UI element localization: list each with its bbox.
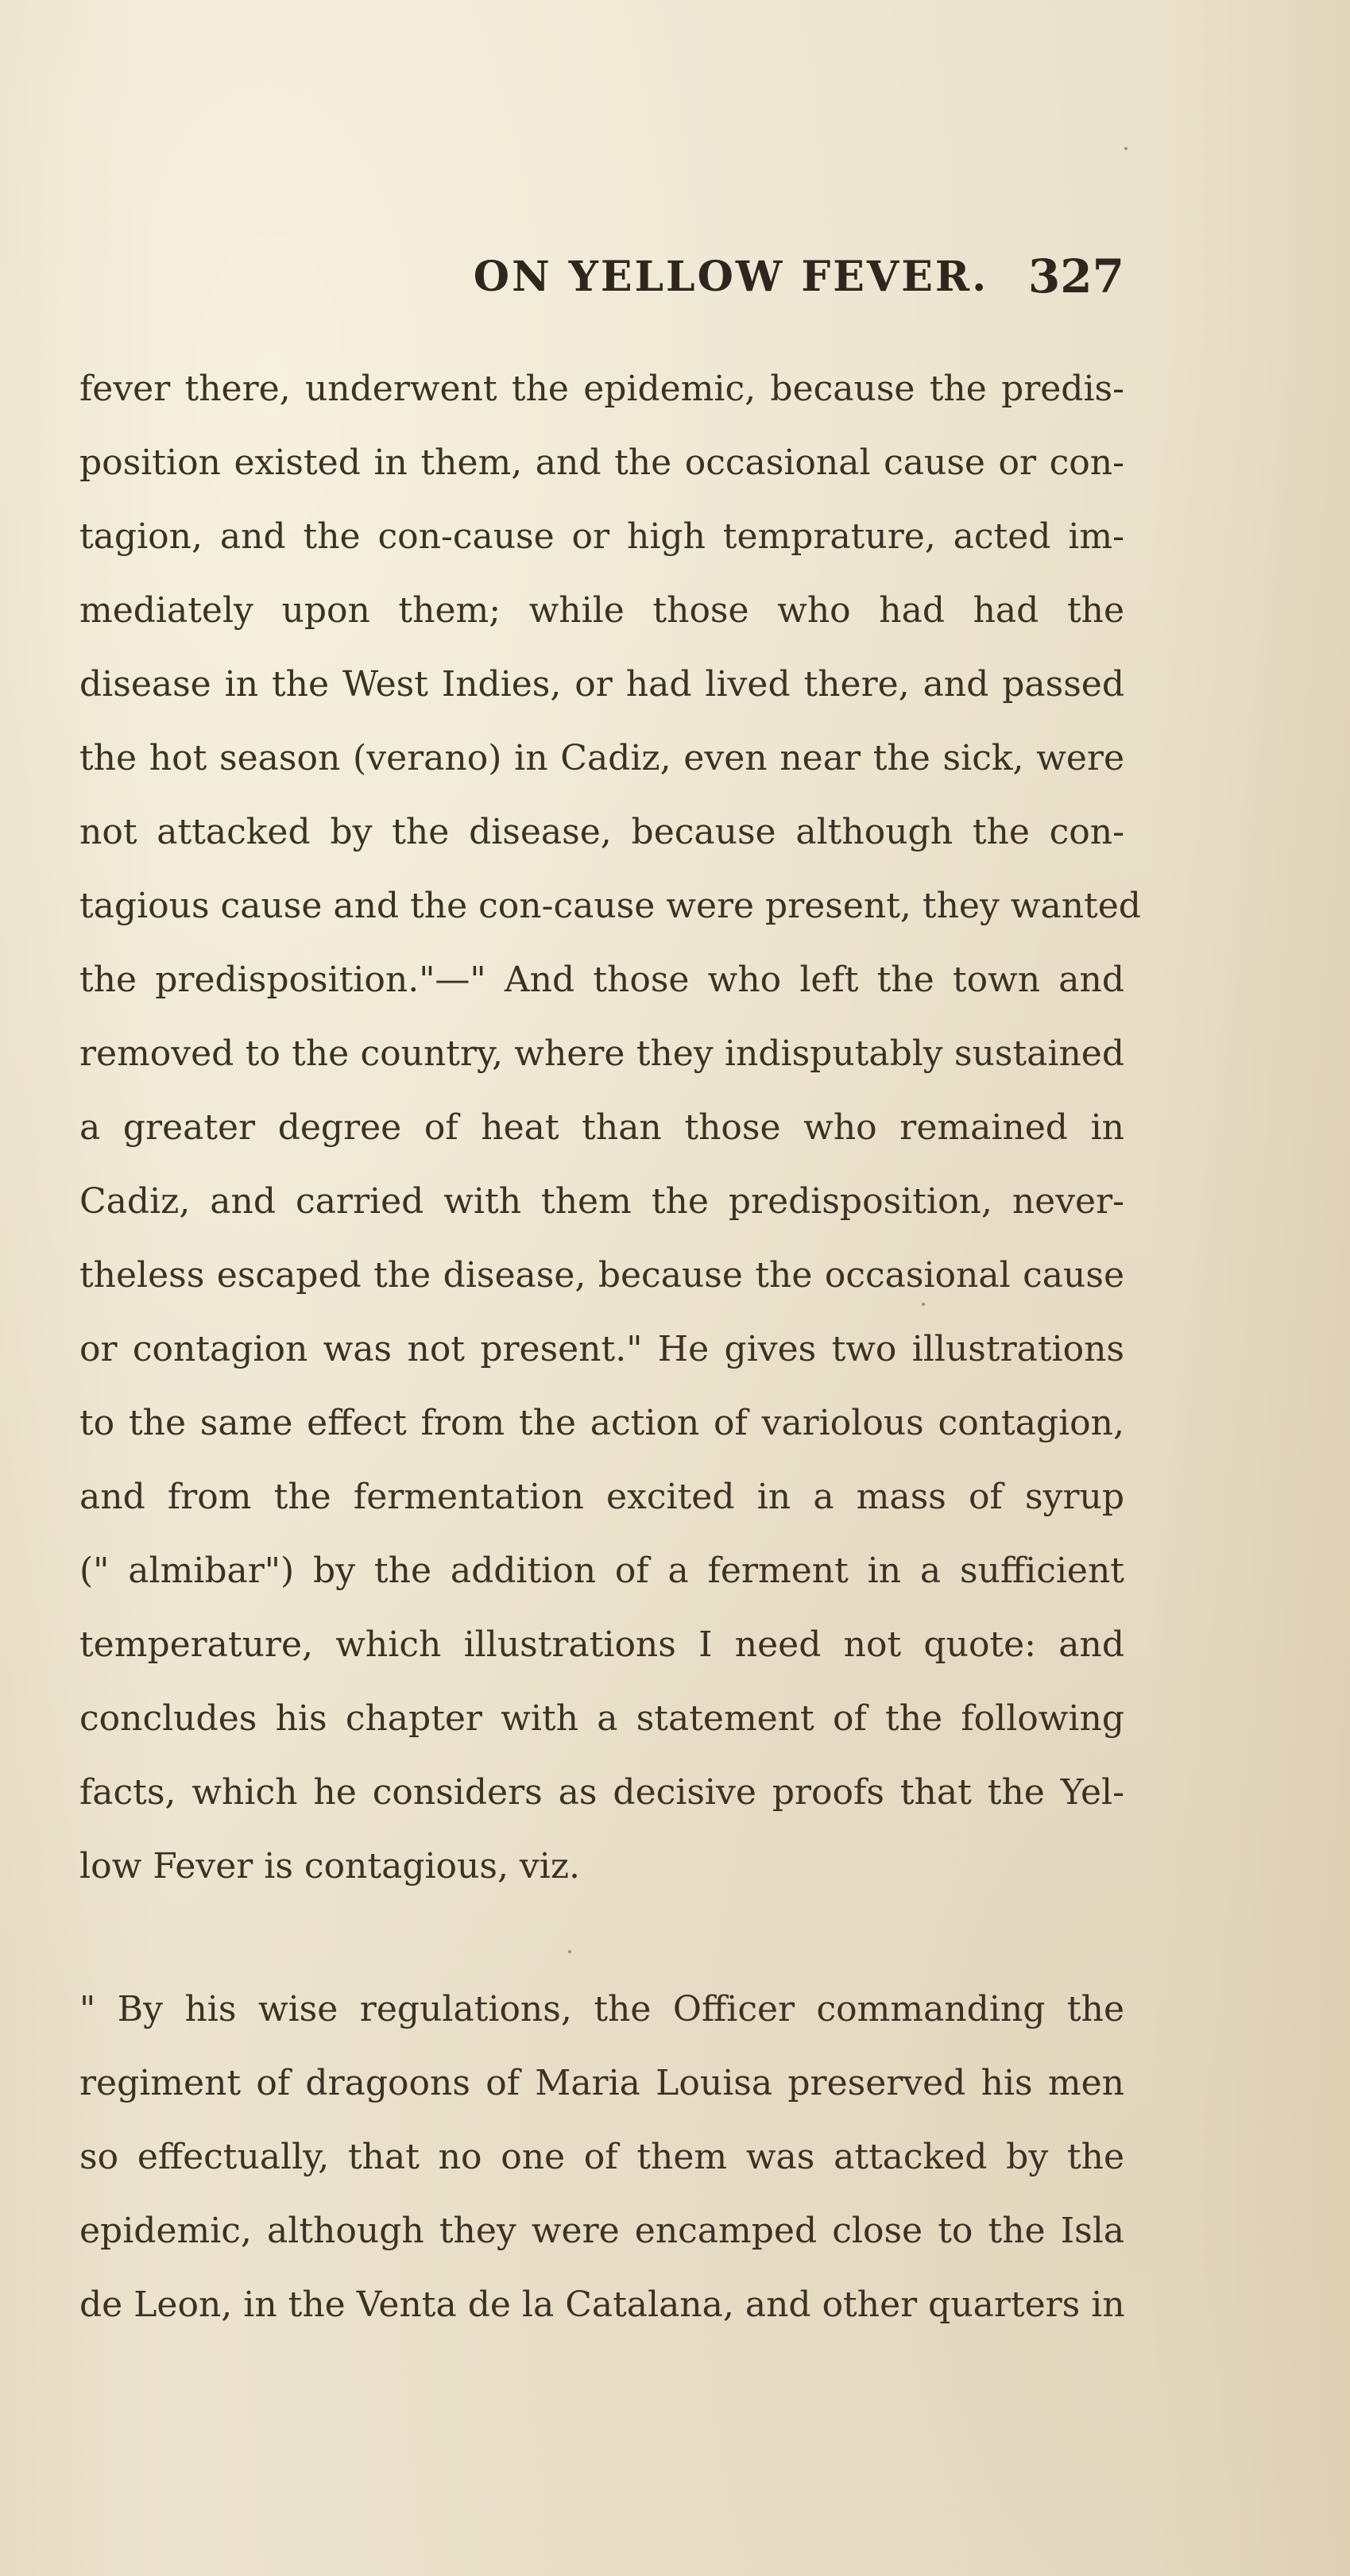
- text-line: concludes his chapter with a statement of the following: [79, 1698, 1124, 1739]
- paper-speck: [922, 1303, 925, 1306]
- paper-speck: [1124, 147, 1128, 150]
- text-line: position existed in them, and the occasional cause or con-: [79, 442, 1124, 483]
- text-line: de Leon, in the Venta de la Catalana, and other quarters in: [79, 2284, 1125, 2325]
- text-line: and from the fermentation excited in a mass of syrup: [79, 1477, 1124, 1517]
- text-line: the hot season (verano) in Cadiz, even near the sick, were: [79, 738, 1124, 778]
- text-line: or contagion was not present." He gives two illustrations: [79, 1329, 1124, 1369]
- running-head: ON YELLOW FEVER.: [473, 253, 989, 301]
- text-line: the predisposition."—" And those who left the town and: [79, 960, 1124, 1000]
- text-line: (" almibar") by the addition of a ferment in a sufficient: [79, 1551, 1124, 1591]
- text-line: low Fever is contagious, viz.: [79, 1846, 581, 1887]
- text-line: so effectually, that no one of them was attacked by the: [79, 2137, 1124, 2177]
- text-line: mediately upon them; while those who had had the: [79, 590, 1124, 631]
- page-number: 327: [1027, 249, 1124, 303]
- text-line: removed to the country, where they indisputably sustained: [79, 1033, 1124, 1074]
- text-line: temperature, which illustrations I need not quote: and: [79, 1624, 1124, 1665]
- paper-speck: [568, 1950, 571, 1953]
- text-line: a greater degree of heat than those who remained in: [79, 1107, 1124, 1148]
- text-line: regiment of dragoons of Maria Louisa preserved his men: [79, 2063, 1124, 2103]
- text-line: facts, which he considers as decisive proofs that the Yel-: [79, 1772, 1124, 1813]
- text-line: tagion, and the con-cause or high temprature, acted im-: [79, 516, 1124, 557]
- text-line: " By his wise regulations, the Officer commanding the: [79, 1989, 1124, 2030]
- text-line: tagious cause and the con-cause were present, they wanted: [79, 886, 1141, 926]
- text-line: disease in the West Indies, or had lived there, and passed: [79, 664, 1124, 705]
- text-line: not attacked by the disease, because although the con-: [79, 812, 1124, 852]
- text-line: epidemic, although they were encamped close to the Isla: [79, 2211, 1124, 2251]
- text-line: theless escaped the disease, because the occasional cause: [79, 1255, 1124, 1296]
- text-line: Cadiz, and carried with them the predisposition, never-: [79, 1181, 1124, 1222]
- text-line: to the same effect from the action of variolous contagion,: [79, 1403, 1124, 1443]
- text-line: fever there, underwent the epidemic, because the predis-: [79, 369, 1124, 409]
